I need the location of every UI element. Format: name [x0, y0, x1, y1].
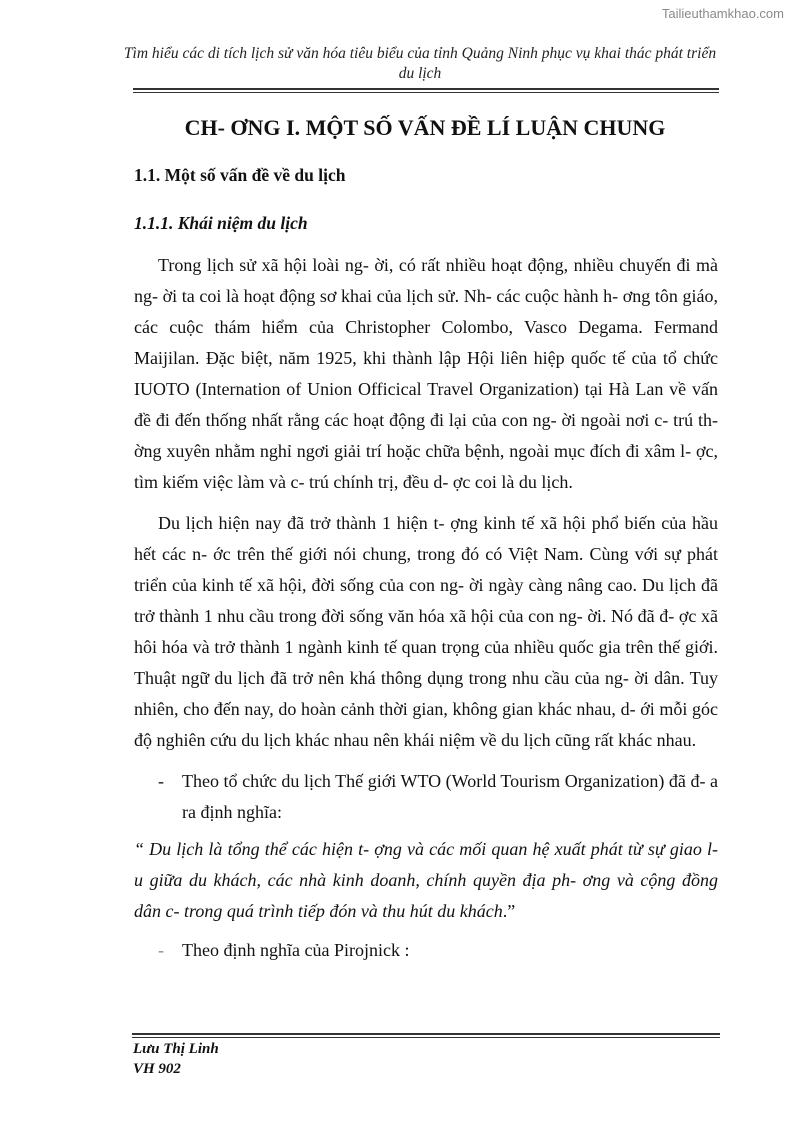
- running-header: Tìm hiểu các di tích lịch sử văn hóa tiêu biểu của tỉnh Quảng Ninh phục vụ khai thác phát triển du lịch: [123, 45, 717, 82]
- paragraph: Du lịch hiện nay đã trở thành 1 hiện t- ợng kinh tế xã hội phổ biến của hầu hết các n- ớc trên thế giới nói chung, trong đó có Việt Nam. Cùng với sự phát triển của kinh tế xã hội, đời sống của con ng- ời ngày càng nâng cao. Du lịch đã trở thành 1 nhu cầu trong đời sống văn hóa xã hội của con ng- ời. Nó đã đ- ợc xã hôi hóa và trở thành 1 ngành kinh tế quan trọng của nhiều quốc gia trên thế giới. Thuật ngữ du lịch đã trở nên khá thông dụng trong nhu cầu của ng- ời dân. Tuy nhiên, cho đến nay, do hoàn cảnh thời gian, không gian khác nhau, d- ới mỗi góc độ nghiên cứu du lịch khác nhau nên khái niệm về du lịch cũng rất khác nhau.: [134, 513, 718, 750]
- bullet-dash: -: [158, 940, 164, 960]
- list-item-text: Theo định nghĩa của Pirojnick :: [182, 940, 410, 960]
- list-item-text: Theo tổ chức du lịch Thế giới WTO (World Tourism Organization) đã đ- a ra định nghĩa:: [182, 771, 718, 822]
- subsection-heading: 1.1.1. Khái niệm du lịch: [134, 213, 308, 233]
- paragraph: Trong lịch sử xã hội loài ng- ời, có rất nhiều hoạt động, nhiều chuyến đi mà ng- ời ta coi là hoạt động sơ khai của lịch sử. Nh- các cuộc hành h- ơng tôn giáo, các cuộc thám hiểm của Christopher Colombo, Vasco Degama. Fermand Maijilan. Đặc biệt, năm 1925, khi thành lập Hội liên hiệp quốc tế của tổ chức IUOTO (Internation of Union Officical Travel Organization) tại Hà Lan về vấn đề đi đến thống nhất rằng các hoạt động đi lại của con ng- ời ngoài nơi c- trú th- ờng xuyên nhằm nghỉ ngơi giải trí hoặc chữa bệnh, ngoài mục đích đi xâm l- ợc, tìm kiếm việc làm và c- trú chính trị, đều d- ợc coi là du lịch.: [134, 255, 718, 492]
- page-footer: [133, 1039, 219, 1079]
- class-code: VH 902: [133, 1061, 181, 1077]
- quote-close-mark: .”: [502, 901, 516, 921]
- section-heading: 1.1. Một số vấn đề về du lịch: [134, 165, 346, 185]
- author-name: Lưu Thị Linh: [133, 1041, 219, 1057]
- definition-quote: [134, 834, 718, 927]
- footer-divider: [132, 1033, 720, 1038]
- quote-open-mark: “: [134, 839, 150, 859]
- list-item: [134, 766, 718, 828]
- chapter-title: CH- ƠNG I. MỘT SỐ VẤN ĐỀ LÍ LUẬN CHUNG: [184, 115, 666, 140]
- list-item: [134, 935, 718, 966]
- document-body: [134, 160, 718, 972]
- header-divider: [133, 88, 719, 93]
- watermark: Tailieuthamkhao.com: [661, 6, 784, 21]
- bullet-dash: -: [158, 771, 164, 791]
- quote-text: Du lịch là tổng thể các hiện t- ợng và các mối quan hệ xuất phát từ sự giao l- u giữa du khách, các nhà kinh doanh, chính quyền địa ph- ơng và cộng đồng dân c- trong quá trình tiếp đón và thu hút du khách: [134, 839, 718, 921]
